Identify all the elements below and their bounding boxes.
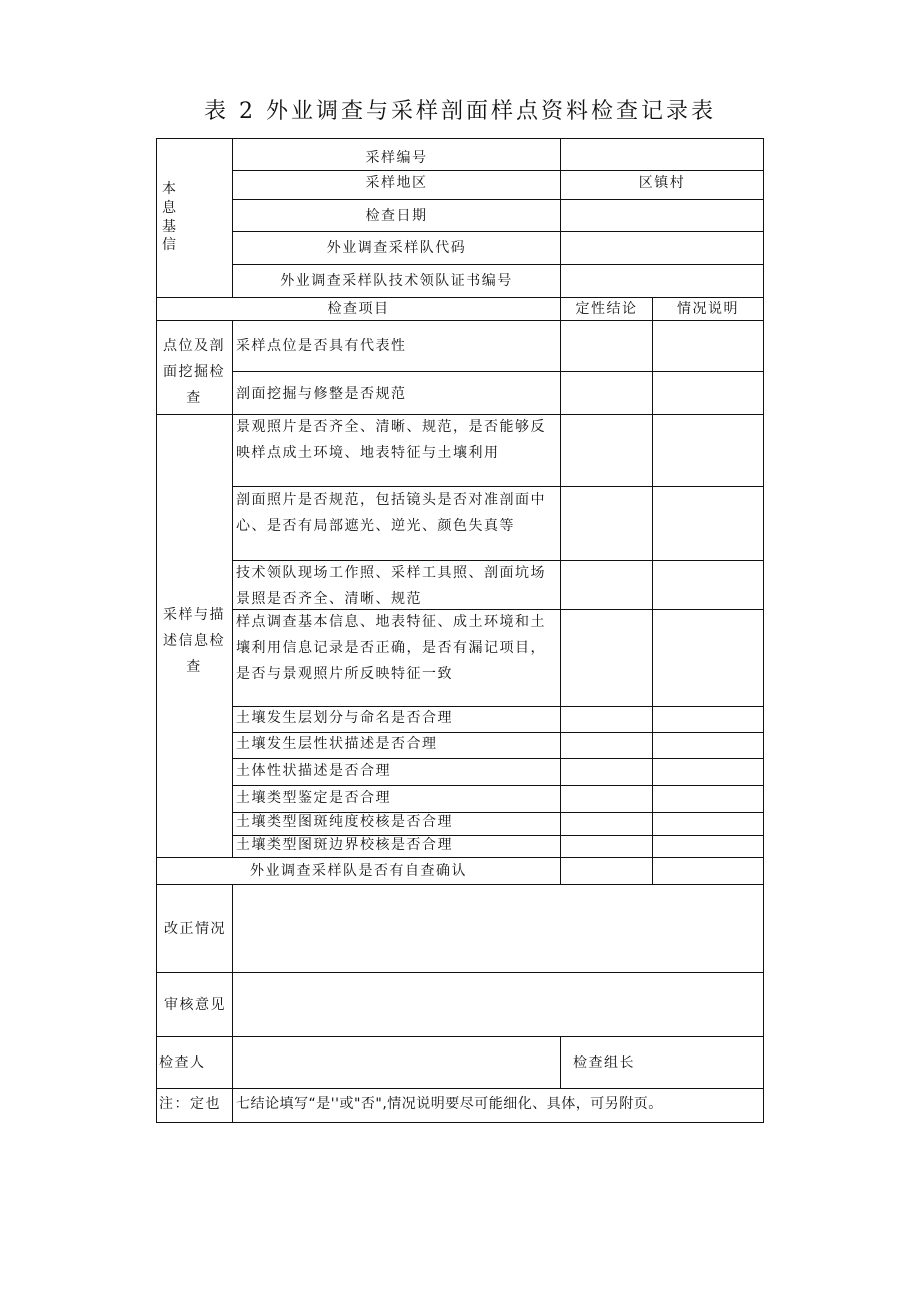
check-item: 土体性状描述是否合理 xyxy=(236,763,391,779)
row-line xyxy=(156,884,764,885)
check-item: 土壤类型图斑纯度校核是否合理 xyxy=(236,814,453,830)
row-line xyxy=(232,264,764,265)
group-label-sampling: 采样与描述信息检查 xyxy=(163,607,225,675)
check-item: 土壤类型鉴定是否合理 xyxy=(236,790,391,806)
self-check-item: 外业调查采样队是否有自查确认 xyxy=(250,863,467,879)
row-line xyxy=(156,972,764,973)
check-item: 土壤类型图斑边界校核是否合理 xyxy=(236,837,453,853)
inspector-label: 检查人 xyxy=(159,1055,206,1071)
section-label-char: 信 xyxy=(162,237,178,253)
review-label: 审核意见 xyxy=(164,997,226,1013)
section-label-char: 基 xyxy=(162,219,178,235)
row-line xyxy=(156,1088,764,1089)
leader-certificate-label: 外业调查采样队技术领队证书编号 xyxy=(280,273,513,289)
table-border-right xyxy=(763,138,764,1123)
check-date-label: 检查日期 xyxy=(365,208,428,224)
col-line xyxy=(652,297,653,885)
sample-area-label: 采样地区 xyxy=(365,175,428,191)
header-explanation: 情况说明 xyxy=(677,301,739,317)
row-line xyxy=(232,371,764,372)
section-label-char: 本 xyxy=(162,181,178,197)
section-label-char: 息 xyxy=(162,200,178,216)
note-label: 注：定也 xyxy=(159,1096,221,1112)
header-check-item: 检查项目 xyxy=(327,301,390,317)
document-title: 表 2 外业调查与采样剖面样点资料检查记录表 xyxy=(204,99,716,124)
row-line xyxy=(232,231,764,232)
inspection-record-table xyxy=(156,138,764,1123)
check-item: 样点调查基本信息、地表特征、成土环境和土壤利用信息记录是否正确，是否有漏记项目，是否与景观照片所反映特征一致 xyxy=(236,614,546,682)
note-text: 七结论填写“是''或"否",情况说明要尽可能细化、具体，可另附页。 xyxy=(236,1096,663,1112)
header-conclusion: 定性结论 xyxy=(575,301,638,317)
col-line xyxy=(560,138,561,298)
check-item: 采样点位是否具有代表性 xyxy=(236,338,407,354)
row-line xyxy=(232,199,764,200)
sample-area-value[interactable]: 区镇村 xyxy=(638,175,686,191)
check-item: 土壤发生层性状描述是否合理 xyxy=(236,736,438,752)
group-label-site: 点位及剖面挖掘检查 xyxy=(163,338,225,406)
check-item: 土壤发生层划分与命名是否合理 xyxy=(236,710,453,726)
table-border-left xyxy=(156,138,157,1123)
col-line xyxy=(232,320,233,858)
check-item: 剖面挖掘与修整是否规范 xyxy=(236,386,407,402)
col-line xyxy=(560,297,561,885)
col-line xyxy=(560,1036,561,1089)
table-border-bottom xyxy=(156,1122,764,1123)
correction-label: 改正情况 xyxy=(164,921,226,937)
row-line xyxy=(156,1036,764,1037)
table-border-top xyxy=(156,138,764,139)
check-item: 剖面照片是否规范，包括镜头是否对准剖面中心、是否有局部遮光、逆光、颜色失真等 xyxy=(236,492,546,534)
team-code-label: 外业调查采样队代码 xyxy=(326,240,467,256)
team-leader-label: 检查组长 xyxy=(573,1055,635,1071)
check-item: 技术领队现场工作照、采样工具照、剖面坑场景照是否齐全、清晰、规范 xyxy=(236,565,546,607)
check-item: 景观照片是否齐全、清晰、规范，是否能够反映样点成土环境、地表特征与土壤利用 xyxy=(236,419,546,461)
sample-id-label: 采样编号 xyxy=(365,150,428,166)
